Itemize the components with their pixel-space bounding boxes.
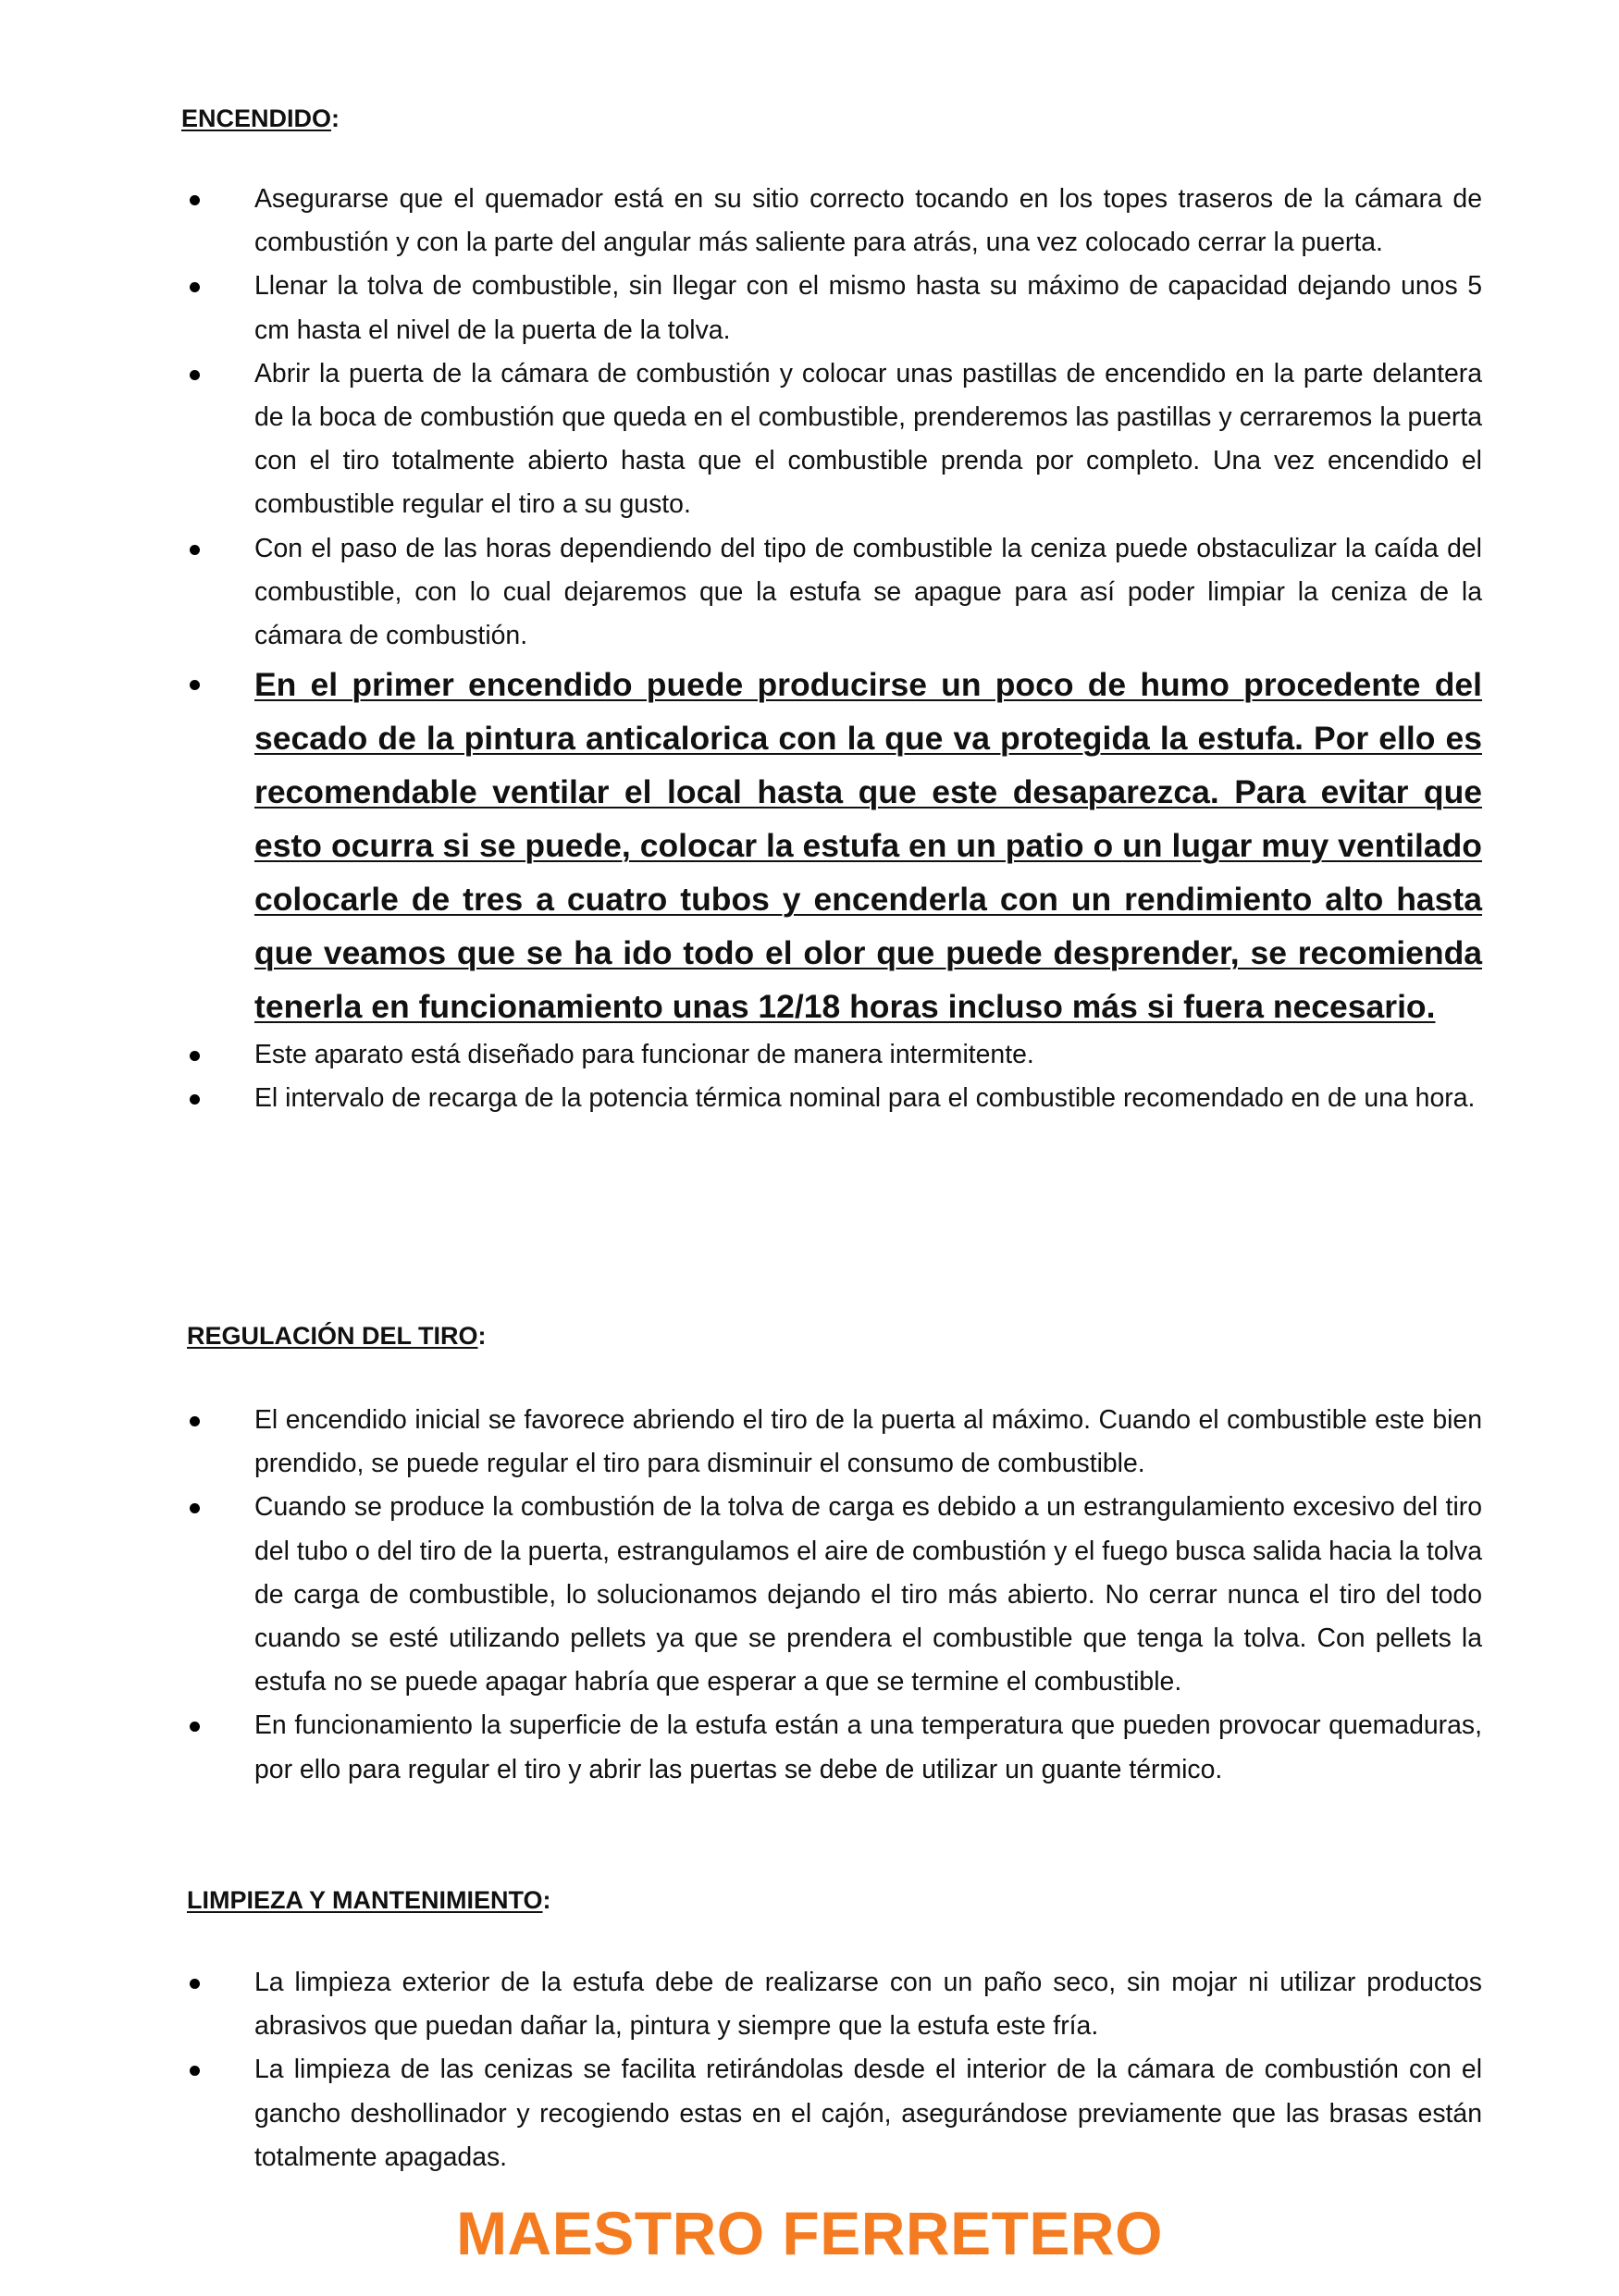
encendido-list xyxy=(185,178,1482,1121)
list-item-text: En funcionamiento la superficie de la estufa están a una temperatura que pueden provocar quemaduras, por ello para regular el tiro y abrir las puertas se debe de utilizar un guante térmico. xyxy=(254,1710,1482,1784)
heading-limpieza-colon: : xyxy=(542,1886,551,1914)
limpieza-list xyxy=(185,1961,1482,2179)
bullet-icon xyxy=(190,1399,200,1442)
brand-logo-text: MAESTRO FERRETERO xyxy=(456,2199,1163,2267)
list-item xyxy=(185,1077,1482,1120)
bullet-icon xyxy=(190,658,200,711)
bullet-icon xyxy=(190,265,200,308)
list-item xyxy=(185,1704,1482,1791)
list-item-text: Con el paso de las horas dependiendo del tipo de combustible la ceniza puede obstaculizar la caída del combustible, con lo cual dejaremos que la estufa se apague para así poder limpiar la ceniza de la cámara de combustión. xyxy=(254,533,1482,651)
list-item xyxy=(185,352,1482,527)
bullet-icon xyxy=(190,178,200,221)
list-item xyxy=(185,1961,1482,2048)
list-item xyxy=(185,265,1482,352)
list-item xyxy=(185,1399,1482,1486)
list-item-text: La limpieza de las cenizas se facilita retirándolas desde el interior de la cámara de combustión con el gancho deshollinador y recogiendo estas en el cajón, asegurándose previamente que las brasas están totalmente apagadas. xyxy=(254,2055,1482,2172)
heading-encendido xyxy=(181,102,340,135)
heading-regulacion-text: REGULACIÓN DEL TIRO xyxy=(187,1322,478,1350)
list-item xyxy=(185,527,1482,659)
heading-regulacion xyxy=(187,1319,487,1352)
list-item-text: Asegurarse que el quemador está en su sitio correcto tocando en los topes traseros de la cámara de combustión y con la parte del angular más saliente para atrás, una vez colocado cerrar la puerta. xyxy=(254,184,1482,258)
bullet-icon xyxy=(190,352,200,396)
list-item xyxy=(185,1486,1482,1704)
list-item-text: El intervalo de recarga de la potencia térmica nominal para el combustible recomendado en de una hora. xyxy=(254,1083,1476,1114)
list-item-text: Llenar la tolva de combustible, sin llegar con el mismo hasta su máximo de capacidad dejando unos 5 cm hasta el nivel de la puerta de la tolva. xyxy=(254,271,1482,345)
bullet-icon xyxy=(190,1704,200,1747)
list-item xyxy=(185,178,1482,265)
bullet-icon xyxy=(190,1961,200,2005)
regulacion-list xyxy=(185,1399,1482,1792)
list-item xyxy=(185,2048,1482,2179)
heading-limpieza xyxy=(187,1883,551,1917)
list-item-text: Cuando se produce la combustión de la tolva de carga es debido a un estrangulamiento excesivo del tiro del tubo o del tiro de la puerta, estrangulamos el aire de combustión y el fuego busca salida hacia la tolva de carga de combustible, lo solucionamos dejando el tiro más abierto. No cerrar nunca el tiro del todo cuando se esté utilizando pellets ya que se prendera el combustible que tenga la tolva. Con pellets la estufa no se puede apagar habría que esperar a que se termine el combustible. xyxy=(254,1492,1482,1697)
bullet-icon xyxy=(190,1033,200,1077)
bullet-icon xyxy=(190,527,200,571)
list-item xyxy=(185,1033,1482,1077)
bullet-icon xyxy=(190,1077,200,1120)
list-item-text: Este aparato está diseñado para funcionar de manera intermitente. xyxy=(254,1040,1034,1070)
bullet-icon xyxy=(190,2048,200,2092)
heading-limpieza-text: LIMPIEZA Y MANTENIMIENTO xyxy=(187,1886,543,1914)
heading-regulacion-colon: : xyxy=(477,1322,487,1350)
heading-encendido-text: ENCENDIDO xyxy=(181,105,332,132)
list-item-text: En el primer encendido puede producirse un poco de humo procedente del secado de la pintura anticalorica con la que va protegida la estufa. Por ello es recomendable ventilar el local hasta que este desaparezca. Para evitar que esto ocurra si se puede, colocar la estufa en un patio o un lugar muy ventilado colocarle de tres a cuatro tubos y encenderla con un rendimiento alto hasta que veamos que se ha ido todo el olor que puede desprender, se recomienda tenerla en funcionamiento unas 12/18 horas incluso más si fuera necesario. xyxy=(254,666,1482,1026)
list-item-emphasized xyxy=(185,658,1482,1033)
list-item-text: Abrir la puerta de la cámara de combustión y colocar unas pastillas de encendido en la parte delantera de la boca de combustión que queda en el combustible, prenderemos las pastillas y cerraremos la puerta con el tiro totalmente abierto hasta que el combustible prenda por completo. Una vez encendido el combustible regular el tiro a su gusto. xyxy=(254,358,1482,520)
bullet-icon xyxy=(190,1486,200,1529)
heading-encendido-colon: : xyxy=(331,105,340,132)
list-item-text: La limpieza exterior de la estufa debe de realizarse con un paño seco, sin mojar ni utilizar productos abrasivos que puedan dañar la, pintura y siempre que la estufa este fría. xyxy=(254,1968,1482,2042)
list-item-text: El encendido inicial se favorece abriendo el tiro de la puerta al máximo. Cuando el combustible este bien prendido, se puede regular el tiro para disminuir el consumo de combustible. xyxy=(254,1405,1482,1479)
